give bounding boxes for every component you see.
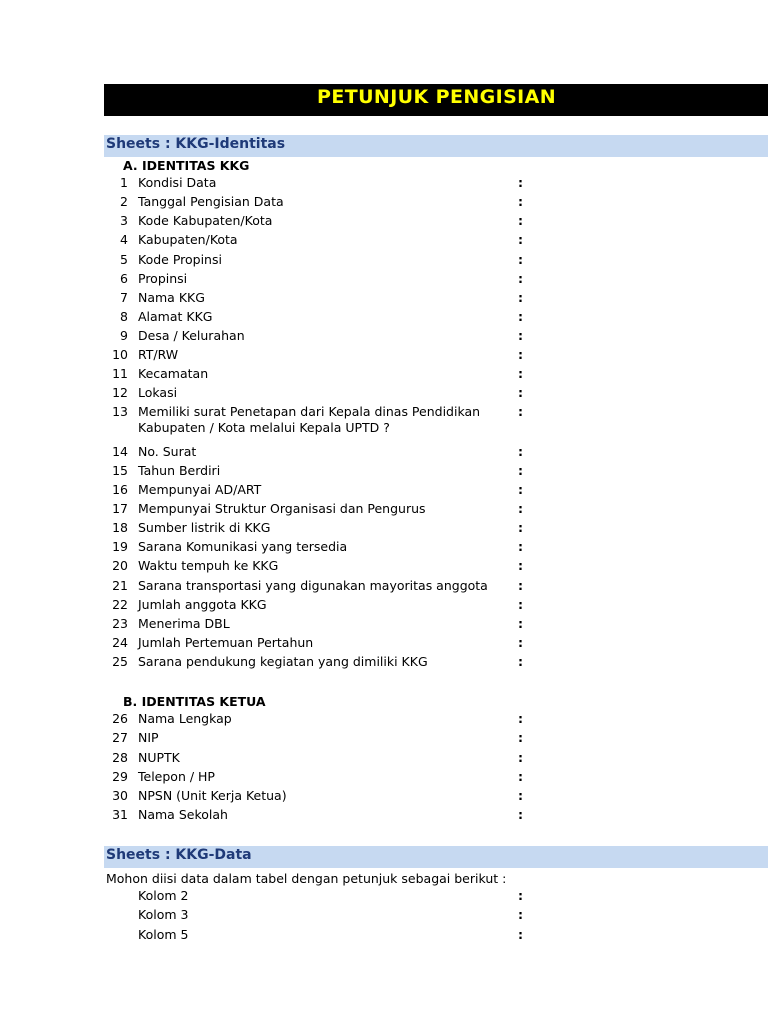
item-colon: : bbox=[518, 711, 523, 726]
item-number: 29 bbox=[112, 769, 128, 784]
list-item bbox=[0, 482, 768, 501]
item-number: 9 bbox=[120, 328, 128, 343]
list-item bbox=[0, 750, 768, 769]
item-colon: : bbox=[518, 366, 523, 381]
item-colon: : bbox=[518, 927, 523, 942]
item-number: 21 bbox=[112, 578, 128, 593]
item-number: 20 bbox=[112, 558, 128, 573]
item-label: Kecamatan bbox=[138, 366, 209, 381]
list-item bbox=[0, 597, 768, 616]
list-item bbox=[0, 769, 768, 788]
item-colon: : bbox=[518, 907, 523, 922]
list-item bbox=[0, 194, 768, 213]
list-item bbox=[0, 175, 768, 194]
list-item bbox=[0, 807, 768, 826]
item-number: 15 bbox=[112, 463, 128, 478]
item-number: 1 bbox=[120, 175, 128, 190]
list-item bbox=[0, 252, 768, 271]
item-label: Telepon / HP bbox=[138, 769, 215, 784]
item-number: 4 bbox=[120, 232, 128, 247]
item-number: 23 bbox=[112, 616, 128, 631]
item-colon: : bbox=[518, 750, 523, 765]
sheet-header-label: Sheets : KKG-Data bbox=[106, 847, 252, 863]
item-label: Lokasi bbox=[138, 385, 178, 400]
item-label: Kode Kabupaten/Kota bbox=[138, 213, 273, 228]
item-colon: : bbox=[518, 175, 523, 190]
item-colon: : bbox=[518, 404, 523, 419]
item-number: 25 bbox=[112, 654, 128, 669]
item-colon: : bbox=[518, 616, 523, 631]
item-colon: : bbox=[518, 482, 523, 497]
item-colon: : bbox=[518, 578, 523, 593]
item-label: Sarana Komunikasi yang tersedia bbox=[138, 539, 348, 554]
list-item bbox=[0, 290, 768, 309]
item-colon: : bbox=[518, 501, 523, 516]
item-colon: : bbox=[518, 385, 523, 400]
item-colon: : bbox=[518, 635, 523, 650]
item-colon: : bbox=[518, 520, 523, 535]
item-label: Menerima DBL bbox=[138, 616, 230, 631]
item-number: 24 bbox=[112, 635, 128, 650]
item-number: 13 bbox=[112, 404, 128, 419]
item-label: Kolom 2 bbox=[138, 888, 189, 903]
item-colon: : bbox=[518, 290, 523, 305]
item-number: 3 bbox=[120, 213, 128, 228]
item-number: 18 bbox=[112, 520, 128, 535]
item-colon: : bbox=[518, 271, 523, 286]
item-label: Sumber listrik di KKG bbox=[138, 520, 271, 535]
item-number: 27 bbox=[112, 730, 128, 745]
item-number: 10 bbox=[112, 347, 128, 362]
item-label: Tanggal Pengisian Data bbox=[138, 194, 284, 209]
item-label: Jumlah Pertemuan Pertahun bbox=[138, 635, 314, 650]
list-item bbox=[0, 788, 768, 807]
sheet-header-identitas bbox=[104, 135, 768, 157]
item-number: 5 bbox=[120, 252, 128, 267]
sheet-header-data bbox=[104, 846, 768, 868]
list-item bbox=[0, 463, 768, 482]
item-label: NIP bbox=[138, 730, 159, 745]
item-label: Mempunyai AD/ART bbox=[138, 482, 262, 497]
item-colon: : bbox=[518, 194, 523, 209]
item-label: Propinsi bbox=[138, 271, 188, 286]
list-item bbox=[0, 213, 768, 232]
list-item bbox=[0, 309, 768, 328]
item-number: 26 bbox=[112, 711, 128, 726]
item-colon: : bbox=[518, 309, 523, 324]
item-label: Sarana transportasi yang digunakan mayoritas anggota bbox=[138, 578, 488, 593]
list-item bbox=[0, 271, 768, 290]
item-colon: : bbox=[518, 558, 523, 573]
item-number: 31 bbox=[112, 807, 128, 822]
section-a-heading: A. IDENTITAS KKG bbox=[123, 158, 250, 173]
item-label: Nama Sekolah bbox=[138, 807, 228, 822]
item-number: 19 bbox=[112, 539, 128, 554]
item-label: Mempunyai Struktur Organisasi dan Pengurus bbox=[138, 501, 426, 516]
list-item bbox=[0, 444, 768, 463]
list-item bbox=[0, 927, 768, 946]
item-label: Nama KKG bbox=[138, 290, 205, 305]
item-label: Kolom 3 bbox=[138, 907, 189, 922]
item-colon: : bbox=[518, 730, 523, 745]
item-colon: : bbox=[518, 769, 523, 784]
item-label: Jumlah anggota KKG bbox=[138, 597, 267, 612]
item-label: Kabupaten/Kota bbox=[138, 232, 238, 247]
instruction-text: Mohon diisi data dalam tabel dengan petunjuk sebagai berikut : bbox=[106, 871, 507, 886]
list-item bbox=[0, 558, 768, 577]
item-label: Alamat KKG bbox=[138, 309, 213, 324]
list-item bbox=[0, 501, 768, 520]
item-colon: : bbox=[518, 807, 523, 822]
item-label: Desa / Kelurahan bbox=[138, 328, 245, 343]
item-number: 12 bbox=[112, 385, 128, 400]
item-number: 14 bbox=[112, 444, 128, 459]
item-colon: : bbox=[518, 213, 523, 228]
item-colon: : bbox=[518, 347, 523, 362]
list-item bbox=[0, 730, 768, 749]
item-label: Kondisi Data bbox=[138, 175, 217, 190]
list-item bbox=[0, 578, 768, 597]
item-label: Kode Propinsi bbox=[138, 252, 222, 267]
item-label: Waktu tempuh ke KKG bbox=[138, 558, 279, 573]
item-colon: : bbox=[518, 888, 523, 903]
item-colon: : bbox=[518, 788, 523, 803]
item-number: 17 bbox=[112, 501, 128, 516]
list-item bbox=[0, 539, 768, 558]
item-number: 28 bbox=[112, 750, 128, 765]
list-item bbox=[0, 404, 768, 435]
list-item bbox=[0, 232, 768, 251]
list-item bbox=[0, 366, 768, 385]
item-number: 7 bbox=[120, 290, 128, 305]
item-number: 22 bbox=[112, 597, 128, 612]
item-label: Kolom 5 bbox=[138, 927, 189, 942]
item-colon: : bbox=[518, 232, 523, 247]
list-item bbox=[0, 520, 768, 539]
item-label: Sarana pendukung kegiatan yang dimiliki KKG bbox=[138, 654, 428, 669]
list-item bbox=[0, 616, 768, 635]
list-item bbox=[0, 654, 768, 673]
item-label: Tahun Berdiri bbox=[138, 463, 221, 478]
item-colon: : bbox=[518, 463, 523, 478]
item-colon: : bbox=[518, 444, 523, 459]
item-label: NUPTK bbox=[138, 750, 180, 765]
item-label: NPSN (Unit Kerja Ketua) bbox=[138, 788, 287, 803]
item-colon: : bbox=[518, 328, 523, 343]
item-number: 30 bbox=[112, 788, 128, 803]
sheet-header-label: Sheets : KKG-Identitas bbox=[106, 136, 286, 152]
title-banner bbox=[104, 84, 768, 116]
page-title: PETUNJUK PENGISIAN bbox=[317, 86, 557, 108]
item-number: 11 bbox=[112, 366, 128, 381]
list-item bbox=[0, 907, 768, 926]
list-item bbox=[0, 888, 768, 907]
item-label: Nama Lengkap bbox=[138, 711, 232, 726]
item-number: 16 bbox=[112, 482, 128, 497]
list-item bbox=[0, 711, 768, 730]
section-b-heading: B. IDENTITAS KETUA bbox=[123, 694, 266, 709]
list-item bbox=[0, 385, 768, 404]
item-label: No. Surat bbox=[138, 444, 197, 459]
item-number: 6 bbox=[120, 271, 128, 286]
item-colon: : bbox=[518, 252, 523, 267]
item-label: RT/RW bbox=[138, 347, 179, 362]
list-item bbox=[0, 347, 768, 366]
item-label: Memiliki surat Penetapan dari Kepala dinas Pendidikan Kabupaten / Kota melalui Kepala UPTD ? bbox=[138, 404, 481, 435]
list-item bbox=[0, 635, 768, 654]
item-number: 2 bbox=[120, 194, 128, 209]
item-colon: : bbox=[518, 597, 523, 612]
item-colon: : bbox=[518, 539, 523, 554]
list-item bbox=[0, 328, 768, 347]
item-colon: : bbox=[518, 654, 523, 669]
item-number: 8 bbox=[120, 309, 128, 324]
